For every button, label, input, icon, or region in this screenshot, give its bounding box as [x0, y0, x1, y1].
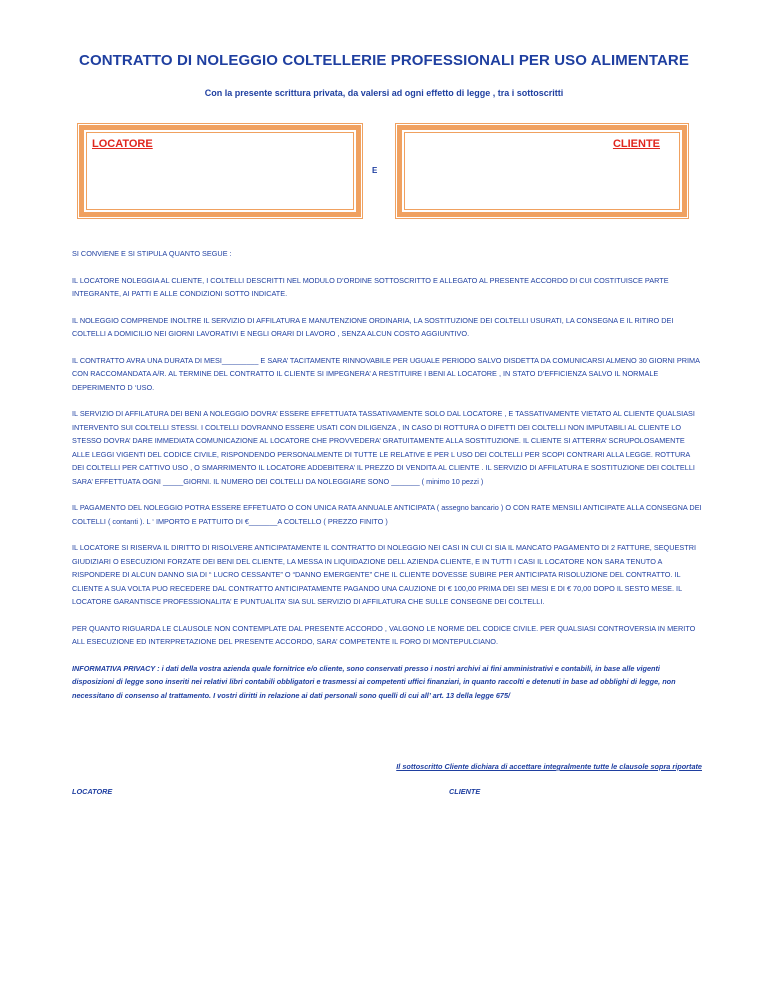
cliente-label: CLIENTE	[612, 138, 660, 150]
clause-sharpening: IL SERVIZIO DI AFFILATURA DEI BENI A NOLEGGIO DOVRA’ ESSERE EFFETTUATA TASSATIVAMENTE SOLO DAL LOCATORE , E TASSATIVAMENTE VIETATO AL CLIENTE QUALSIASI INTERVENTO SUI COLTELLI STESSI. I COLTELLI DOVRANNO ESSERE USATI CON DILIGENZA , IN CASO DI ROTTURA O DIFETTI DEI COLTELLI NON IMPUTABILI AL CLIENTE LO STESSO DOVRA’ DARE IMMEDIATA COMUNICAZIONE AL LOCATORE CHE PROVVEDERA’ GRATUITAMENTE ALLA SOSTITUZIONE. IL CLIENTE SI ATTERRA’ SCRUPOLOSAMENTE ALLE LEGGI VIGENTI DEL CODICE CIVILE, RISPONDENDO PERSONALMENTE DI TUTTE LE RELATIVE E PER L USO DEI COLTELLI PER SCOPI CONTRARI ALLA LEGGE. ROTTURA DEI COLTELLI PER CATTIVO USO , O SMARRIMENTO IL LOCATORE ADDEBITERA’ IL PREZZO DI VENDITA AL CLIENTE . IL SERVIZIO DI AFFILATURA E SOSTITUZIONE DEI COLTELLI SARA’ EFFETTUATA OGNI _____GIORNI. IL NUMERO DEI COLTELLI DA NOLEGGIARE SONO _______ ( minimo 10 pezzi )	[72, 409, 695, 486]
privacy-notice: INFORMATIVA PRIVACY : i dati della vostra azienda quale fornitrice e/o cliente, sono conservati presso i nostri archivi ai fini amministrativi e contabili, in base alle vigenti disposizioni di legge sono inseriti nei relativi libri contabili obbligatori e trasmessi ai competenti uffici finanziari, in quanto raccolti e detenuti in base ad obblighi di legge, non necessitano di consenso al trattamento. I vostri diritti in relazione ai dati personali sono quelli di cui all’ art. 13 della legge 675/	[72, 663, 676, 700]
signature-cliente: CLIENTE	[449, 787, 481, 796]
signature-locatore: LOCATORE	[72, 787, 113, 796]
contract-body	[72, 247, 702, 715]
clause-intro: SI CONVIENE E SI STIPULA QUANTO SEGUE :	[72, 249, 232, 258]
clause-payment: IL PAGAMENTO DEL NOLEGGIO POTRA ESSERE EFFETUATO O CON UNICA RATA ANNUALE ANTICIPATA ( assegno bancario ) O CON RATE MENSILI ANTICIPATE ALLA CONSEGNA DEI COLTELLI ( contanti ). L ‘ IMPORTO E PATTUITO DI €_______A COLTELLO ( PREZZO FINITO )	[72, 503, 702, 526]
locatore-label: LOCATORE	[92, 138, 153, 150]
locatore-box	[79, 125, 361, 217]
clause-jurisdiction: PER QUANTO RIGUARDA LE CLAUSOLE NON CONTEMPLATE DAL PRESENTE ACCORDO , VALGONO LE NORME DEL CODICE CIVILE. PER QUALSIASI CONTROVERSIA IN MERITO ALL ESECUZIONE ED INTERPRETAZIONE DEL PRESENTE ACCORDO, SARA’ COMPETENTE IL FORO DI MONTEPULCIANO.	[72, 623, 696, 646]
document-subtitle: Con la presente scrittura privata, da valersi ad ogni effetto di legge , tra i sottoscritti	[204, 88, 564, 98]
clause-services: IL NOLEGGIO COMPRENDE INOLTRE IL SERVIZIO DI AFFILATURA E MANUTENZIONE ORDINARIA, LA SOSTITUZIONE DEI COLTELLI USURATI, LA CONSEGNA E IL RITIRO DEI COLTELLI A DOMICILIO NEI GIORNI LAVORATIVI E NEGLI ORARI DI LAVORO , SENZA ALCUN COSTO AGGIUNTIVO.	[72, 315, 674, 338]
clause-rental: IL LOCATORE NOLEGGIA AL CLIENTE, I COLTELLI DESCRITTI NEL MODULO D’ORDINE SOTTOSCRITTO E ALLEGATO AL PRESENTE ACCORDO DI CUI COSTITUISCE PARTE INTEGRANTE, AI PATTI E ALLE CONDIZIONI SOTTO INDICATE.	[72, 275, 669, 298]
cliente-box	[397, 125, 687, 217]
clause-duration: IL CONTRATTO AVRA UNA DURATA DI MESI_________ E SARA’ TACITAMENTE RINNOVABILE PER UGUALE PERIODO SALVO DISDETTA DA COMUNICARSI ALMENO 30 GIORNI PRIMA CON RACCOMANDATA A/R. AL TERMINE DEL CONTRATTO IL CLIENTE SI IMPEGNERA’ A RESTITUIRE I BENI AL LOCATORE , IN STATO D’EFFICIENZA SALVO IL NORMALE DEPERIMENTO D ‘USO.	[72, 355, 700, 392]
acceptance-statement: Il sottoscritto Cliente dichiara di accettare integralmente tutte le clausole sopra riportate	[396, 762, 702, 771]
document-title: CONTRATTO DI NOLEGGIO COLTELLERIE PROFESSIONALI PER USO ALIMENTARE	[79, 52, 689, 69]
and-letter: E	[372, 166, 378, 175]
clause-termination: IL LOCATORE SI RISERVA IL DIRITTO DI RISOLVERE ANTICIPATAMENTE IL CONTRATTO DI NOLEGGIO NEI CASI IN CUI CI SIA IL MANCATO PAGAMENTO DI 2 FATTURE, SEQUESTRI GIUDIZIARI O ESECUZIONI FORZATE DEI BENI DEL CLIENTE, LA MESSA IN LIQUIDAZIONE DELL AZIENDA CLIENTE, E IN TUTTI I CASI IL LOCATORE NON SARA TENUTO A RISPONDERE DI ALCUN DANNO SIA DI “ LUCRO CESSANTE” O “DANNO EMERGENTE” CHE IL CLIENTE DOVESSE SUBIRE PER ANTICIPATA RISOLUZIONE DEL CONTRATTO. IL CLIENTE A SUA VOLTA PUO RECEDERE DAL CONTRATTO ANTICIPATAMENTE PAGANDO UNA CAUZIONE DI € 100,00 PRIMA DEI SEI MESI E DI € 70,00 DOPO IL SESTO MESE. IL LOCATORE GARANTISCE PROFESSIONALITA’ E PUNTUALITA’ SIA SUL SERVIZIO DI AFFILATURA CHE SULLE CONSEGNE DEI COLTELLI.	[72, 543, 696, 606]
